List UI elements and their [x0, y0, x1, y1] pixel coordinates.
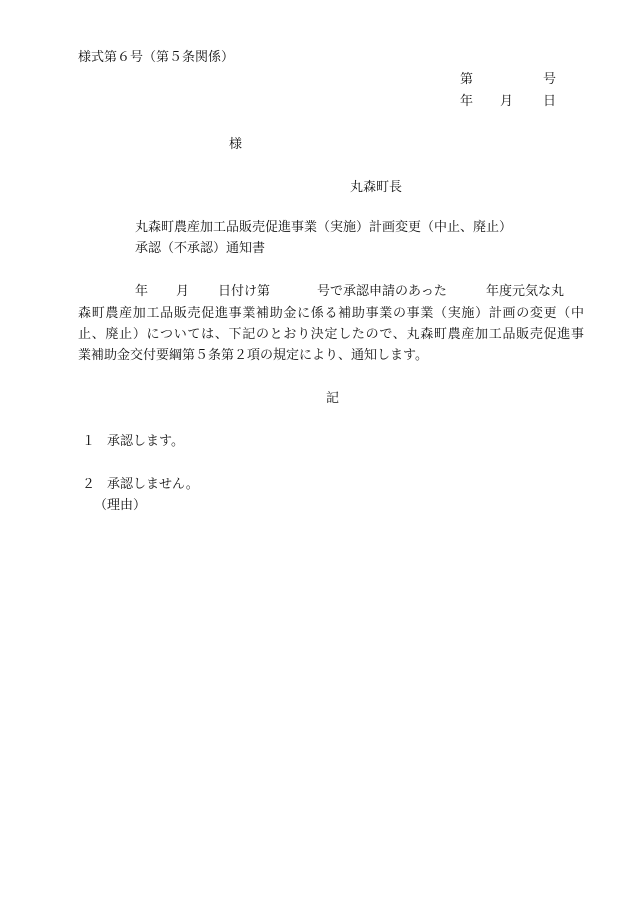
date-year: 年	[460, 94, 474, 109]
document-title-line2: 承認（不承認）通知書	[135, 241, 266, 256]
document-number-suffix: 号	[543, 72, 557, 87]
body-line-4: 業補助金交付要綱第５条第２項の規定により、通知します。	[78, 348, 428, 363]
reason-label: （理由）	[94, 498, 147, 513]
item-2-number: ２	[82, 477, 96, 492]
body-fiscal-year-text: 年度元気な丸	[486, 284, 565, 299]
body-application-text: 号で承認申請のあった	[317, 284, 447, 299]
body-line-2: 森町農産加工品販売促進事業補助金に係る補助事業の事業（実施）計画の変更（中	[78, 306, 584, 321]
date-day: 日	[543, 94, 557, 109]
document-number-prefix: 第	[460, 72, 474, 87]
body-date-and-number: 日付け第	[218, 284, 271, 299]
body-month-blank: 月	[176, 284, 190, 299]
form-label: 様式第６号（第５条関係）	[78, 50, 235, 65]
sender: 丸森町長	[350, 180, 403, 195]
body-line-3: 止、廃止）については、下記のとおり決定したので、丸森町農産加工品販売促進事	[78, 327, 584, 342]
document-title-line1: 丸森町農産加工品販売促進事業（実施）計画変更（中止、廃止）	[135, 220, 513, 235]
item-2-text: 承認しません。	[107, 477, 199, 492]
item-1-text: 承認します。	[107, 434, 184, 449]
body-year-blank: 年	[135, 284, 149, 299]
body-paragraph	[78, 303, 584, 366]
addressee-suffix: 様	[229, 137, 243, 152]
ki-heading: 記	[326, 391, 340, 406]
date-month: 月	[500, 94, 514, 109]
item-1-number: １	[82, 434, 96, 449]
